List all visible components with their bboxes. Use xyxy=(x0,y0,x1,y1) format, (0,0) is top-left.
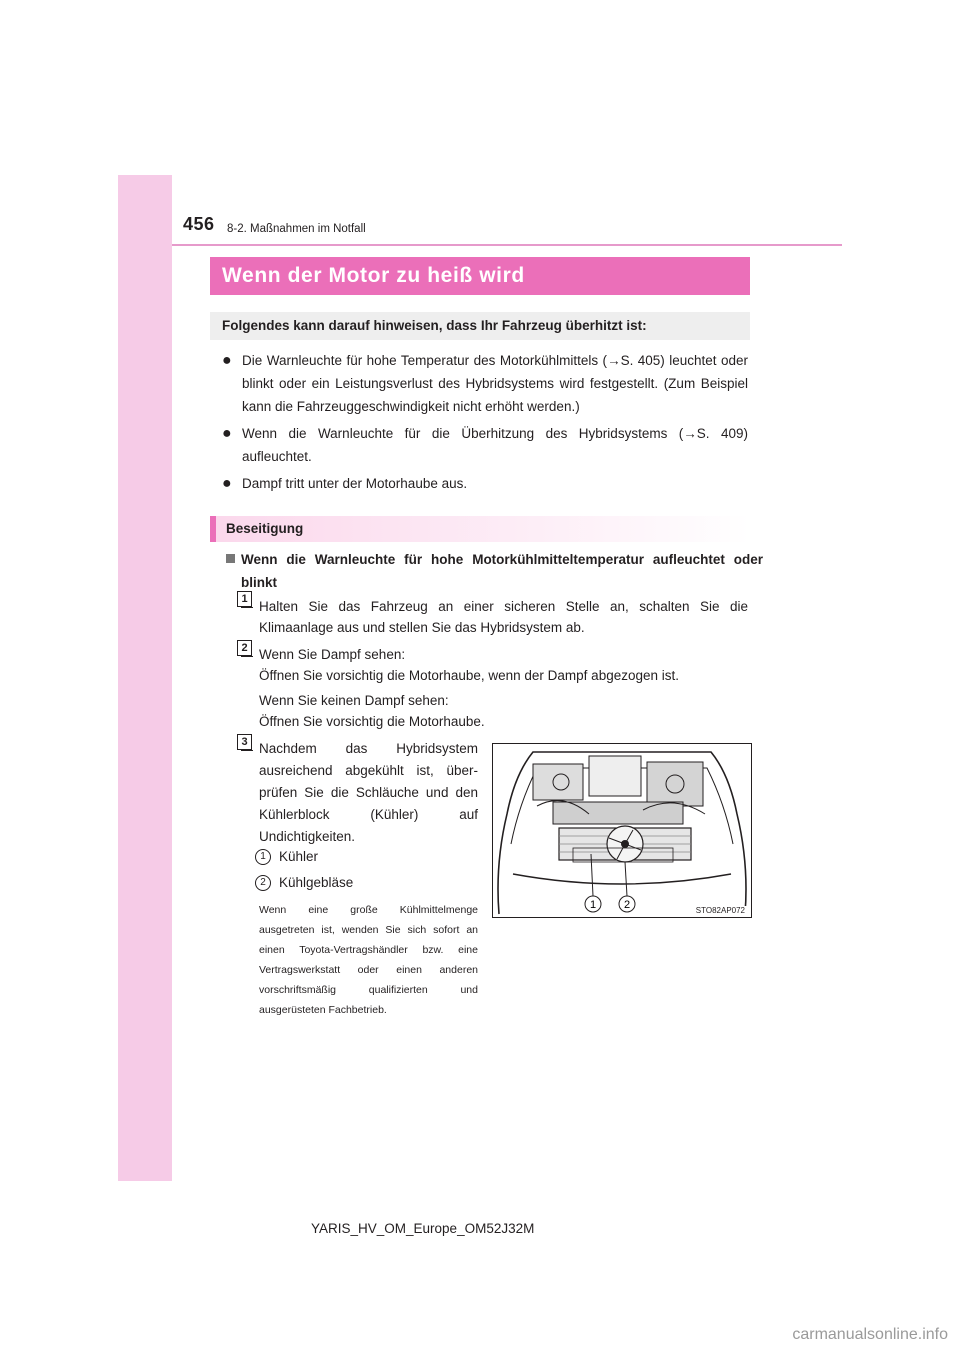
step-2-action-a: Öffnen Sie vorsichtig die Motorhaube, wenn der Dampf abgezogen ist. xyxy=(259,668,679,683)
callout-number: 1 xyxy=(255,849,271,865)
step-2-condition-b: Wenn Sie keinen Dampf sehen: xyxy=(259,693,449,708)
figure-callout-2-label: 2 xyxy=(623,899,631,911)
procedure-title xyxy=(226,548,763,594)
bullet-icon: ● xyxy=(222,352,232,369)
bullet-icon: ● xyxy=(222,475,232,492)
step-number-1: 1 xyxy=(237,591,252,607)
remedy-heading: Beseitigung xyxy=(210,516,750,542)
figure-callout-1-label: 1 xyxy=(589,899,597,911)
step-divider xyxy=(241,656,253,657)
step-number-3: 3 xyxy=(237,734,252,750)
section-label: 8-2. Maßnahmen im Notfall xyxy=(227,223,366,235)
chapter-side-band xyxy=(118,175,172,1181)
page-reference-link[interactable]: →S. 409 xyxy=(683,426,744,441)
step-2-condition-a: Wenn Sie Dampf sehen: xyxy=(259,647,406,662)
document-id: YARIS_HV_OM_Europe_OM52J32M xyxy=(311,1221,535,1236)
coolant-leak-note: Wenn eine große Kühlmittelmenge ausgetreten ist, wenden Sie sich sofort an einen Toyota-Vertragshändler bzw. eine Vertragswerkstatt oder einen anderen vorschriftsmäßig qualifizierten und ausgerüsteten Fachbetrieb. xyxy=(259,904,478,1016)
figure-code: STO82AP072 xyxy=(695,906,745,915)
list-item-text-suffix: ) leuchtet oder blinkt oder ein Leistungsverlust des Hybridsystems wird festgestellt. (Zum Beispiel kann die Fahrzeuggeschwindigkeit nicht erhöht werden.) xyxy=(242,353,748,414)
list-item-text: Die Warnleuchte für hohe Temperatur des Motorkühlmittels ( xyxy=(242,353,608,368)
square-bullet-icon xyxy=(226,554,235,563)
step-divider xyxy=(241,750,253,751)
step-1-text: Halten Sie das Fahrzeug an einer sicheren Stelle an, schalten Sie die Klimaanlage aus und stellen Sie das Hybridsystem ab. xyxy=(259,599,748,635)
page-reference-link[interactable]: →S. 405 xyxy=(607,353,661,368)
header-rule xyxy=(172,244,842,246)
list-item-text: Wenn die Warnleuchte für die Überhitzung des Hybridsystems ( xyxy=(242,426,684,441)
callout-label: Kühler xyxy=(279,849,319,864)
procedure-title-text: Wenn die Warnleuchte für hohe Motorkühlmitteltemperatur aufleuchtet oder blinkt xyxy=(241,552,763,590)
step-3-text: Nachdem das Hybridsystem ausreichend abgekühlt ist, überprüfen Sie die Schläuche und den Kühlerblock (Kühler) auf Undichtigkeiten. xyxy=(259,741,478,844)
bullet-icon: ● xyxy=(222,425,232,442)
symptoms-heading: Folgendes kann darauf hinweisen, dass Ihr Fahrzeug überhitzt ist: xyxy=(210,312,750,340)
step-number-2: 2 xyxy=(237,640,252,656)
page-title: Wenn der Motor zu heiß wird xyxy=(210,257,750,295)
step-2-text-a xyxy=(259,644,748,686)
callout-number: 2 xyxy=(255,875,271,891)
list-item-text: Dampf tritt unter der Motorhaube aus. xyxy=(242,476,468,491)
callout-label: Kühlgebläse xyxy=(279,875,354,890)
list-item xyxy=(222,349,748,418)
list-item xyxy=(222,472,748,495)
step-2-text-b xyxy=(259,690,748,732)
list-item-text-suffix: ) aufleuchtet. xyxy=(242,426,748,464)
engine-bay-illustration xyxy=(492,743,752,918)
symptom-list xyxy=(222,349,748,499)
list-item xyxy=(222,422,748,468)
page-number: 456 xyxy=(183,214,215,234)
watermark[interactable]: carmanualsonline.info xyxy=(792,1326,948,1343)
engine-bay-drawing xyxy=(493,744,751,917)
step-2-action-b: Öffnen Sie vorsichtig die Motorhaube. xyxy=(259,714,485,729)
step-divider xyxy=(241,607,253,608)
